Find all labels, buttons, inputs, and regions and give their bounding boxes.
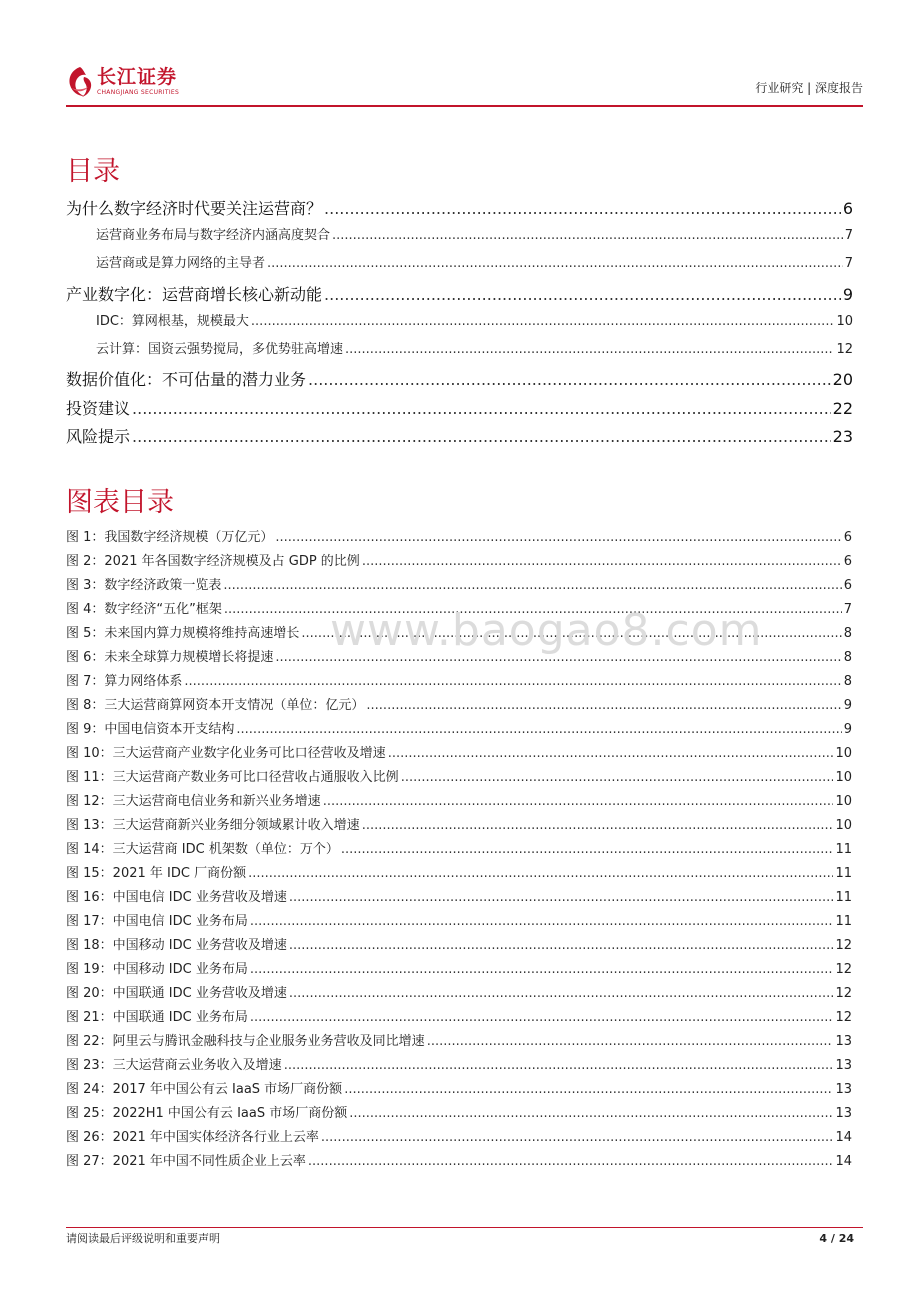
figure-entry-page: 13 xyxy=(835,1082,852,1097)
figure-entry-title: 图 7：算力网络体系 xyxy=(66,674,183,689)
figure-entry-title: 图 6：未来全球算力规模增长将提速 xyxy=(66,650,274,665)
figure-entry-page: 10 xyxy=(835,770,852,785)
footer-disclaimer: 请阅读最后评级说明和重要声明 xyxy=(66,1232,220,1245)
toc-entry-page: 12 xyxy=(836,342,853,357)
toc-entry[interactable] xyxy=(66,398,853,420)
figure-leader-dots xyxy=(223,577,841,595)
figure-leader-dots xyxy=(275,529,841,547)
toc-entry-title: 为什么数字经济时代要关注运营商？ xyxy=(66,199,323,218)
figure-entry-title: 图 2：2021 年各国数字经济规模及占 GDP 的比例 xyxy=(66,554,360,569)
figure-entry-page: 12 xyxy=(835,986,852,1001)
toc-entry-page: 7 xyxy=(844,256,853,271)
figure-entry-title: 图 21：中国联通 IDC 业务布局 xyxy=(66,1010,248,1025)
figure-entry-page: 12 xyxy=(835,1010,852,1025)
toc-entry-page: 6 xyxy=(842,199,853,218)
figure-leader-dots xyxy=(248,865,833,883)
toc-entry[interactable] xyxy=(66,426,853,448)
figure-entry[interactable] xyxy=(66,721,852,739)
toc-entry-page: 23 xyxy=(832,427,853,446)
figure-entry[interactable] xyxy=(66,793,852,811)
toc-entry-page: 20 xyxy=(832,370,853,389)
figure-entry-title: 图 4：数字经济“五化”框架 xyxy=(66,602,222,617)
figure-leader-dots xyxy=(362,817,834,835)
figure-entry-title: 图 10：三大运营商产业数字化业务可比口径营收及增速 xyxy=(66,746,386,761)
figure-entry-page: 8 xyxy=(843,650,852,665)
toc-leader-dots xyxy=(324,198,841,220)
figure-entry-title: 图 17：中国电信 IDC 业务布局 xyxy=(66,914,248,929)
figure-entry-page: 11 xyxy=(835,866,852,881)
brand-logo-icon xyxy=(66,66,94,98)
figure-entry[interactable] xyxy=(66,865,852,883)
figure-entry[interactable] xyxy=(66,1081,852,1099)
figure-leader-dots xyxy=(344,1081,833,1099)
figure-entry-page: 8 xyxy=(843,626,852,641)
figure-leader-dots xyxy=(308,1153,834,1171)
figure-entry[interactable] xyxy=(66,745,852,763)
toc-leader-dots xyxy=(308,369,831,391)
figure-entry[interactable] xyxy=(66,937,852,955)
figure-entry-title: 图 20：中国联通 IDC 业务营收及增速 xyxy=(66,986,287,1001)
figure-entry[interactable] xyxy=(66,1009,852,1027)
figure-leader-dots xyxy=(323,793,834,811)
toc-entry-title: 投资建议 xyxy=(66,399,131,418)
figure-entry-page: 6 xyxy=(843,530,852,545)
figure-leader-dots xyxy=(388,745,834,763)
figure-entry[interactable] xyxy=(66,1129,852,1147)
figure-entry-page: 13 xyxy=(835,1034,852,1049)
figure-entry-page: 13 xyxy=(835,1106,852,1121)
figure-leader-dots xyxy=(250,913,834,931)
figure-entry-title: 图 16：中国电信 IDC 业务营收及增速 xyxy=(66,890,287,905)
figure-entry-page: 12 xyxy=(835,962,852,977)
figure-leader-dots xyxy=(289,985,834,1003)
figure-entry-page: 11 xyxy=(835,842,852,857)
figure-leader-dots xyxy=(250,1009,834,1027)
brand-logo xyxy=(66,64,206,102)
toc-entry-title: 云计算：国资云强势搅局，多优势驻高增速 xyxy=(96,342,344,357)
figure-entry-title: 图 22：阿里云与腾讯金融科技与企业服务业务营收及同比增速 xyxy=(66,1034,425,1049)
toc-leader-dots xyxy=(267,255,843,273)
figure-entry-page: 9 xyxy=(843,722,852,737)
figure-entry-title: 图 8：三大运营商算网资本开支情况（单位：亿元） xyxy=(66,698,365,713)
page-number: 4 / 24 xyxy=(819,1232,854,1245)
figure-leader-dots xyxy=(349,1105,833,1123)
figure-leader-dots xyxy=(236,721,841,739)
toc-entry-title: IDC：算网根基，规模最大 xyxy=(96,314,249,329)
toc-entry[interactable] xyxy=(66,198,853,220)
toc-entry-title: 运营商业务布局与数字经济内涵高度契合 xyxy=(96,228,331,243)
toc-entry[interactable] xyxy=(66,369,853,391)
figure-leader-dots xyxy=(366,697,841,715)
figure-entry-page: 10 xyxy=(835,794,852,809)
toc-entry[interactable] xyxy=(96,313,853,331)
brand-name-cn: 长江证券 xyxy=(97,66,178,88)
figure-entry-page: 13 xyxy=(835,1058,852,1073)
figure-entry-page: 11 xyxy=(835,890,852,905)
toc-entry-title: 产业数字化：运营商增长核心新动能 xyxy=(66,285,323,304)
figure-entry-title: 图 19：中国移动 IDC 业务布局 xyxy=(66,962,248,977)
figures-title: 图表目录 xyxy=(66,487,174,518)
toc-title: 目录 xyxy=(66,156,120,187)
figure-entry-page: 9 xyxy=(843,698,852,713)
figure-entry-title: 图 23：三大运营商云业务收入及增速 xyxy=(66,1058,282,1073)
figure-entry-page: 6 xyxy=(843,578,852,593)
figure-entry-title: 图 25：2022H1 中国公有云 IaaS 市场厂商份额 xyxy=(66,1106,348,1121)
figure-entry[interactable] xyxy=(66,817,852,835)
figure-entry-title: 图 9：中国电信资本开支结构 xyxy=(66,722,235,737)
toc-entry[interactable] xyxy=(96,255,853,273)
figure-leader-dots xyxy=(362,553,842,571)
figure-entry[interactable] xyxy=(66,889,852,907)
figure-entry[interactable] xyxy=(66,577,852,595)
figure-leader-dots xyxy=(289,937,834,955)
figure-leader-dots xyxy=(401,769,834,787)
figure-entry-title: 图 12：三大运营商电信业务和新兴业务增速 xyxy=(66,794,321,809)
footer-divider xyxy=(66,1227,863,1228)
figure-entry-page: 6 xyxy=(843,554,852,569)
figure-leader-dots xyxy=(427,1033,834,1051)
figure-entry-title: 图 13：三大运营商新兴业务细分领域累计收入增速 xyxy=(66,818,360,833)
figure-entry-page: 10 xyxy=(835,746,852,761)
figure-entry[interactable] xyxy=(66,985,852,1003)
toc-entry-page: 7 xyxy=(844,228,853,243)
figure-entry-title: 图 18：中国移动 IDC 业务营收及增速 xyxy=(66,938,287,953)
toc-entry-page: 10 xyxy=(836,314,853,329)
toc-leader-dots xyxy=(132,398,831,420)
figure-leader-dots xyxy=(289,889,834,907)
figure-entry-title: 图 3：数字经济政策一览表 xyxy=(66,578,222,593)
toc-entry-title: 数据价值化：不可估量的潜力业务 xyxy=(66,370,307,389)
figure-entry-page: 12 xyxy=(835,938,852,953)
toc-leader-dots xyxy=(132,426,831,448)
figure-entry-title: 图 24：2017 年中国公有云 IaaS 市场厂商份额 xyxy=(66,1082,343,1097)
toc-entry-page: 9 xyxy=(842,285,853,304)
figure-entry-title: 图 11：三大运营商产数业务可比口径营收占通服收入比例 xyxy=(66,770,399,785)
toc-leader-dots xyxy=(345,341,834,359)
figure-entry-title: 图 15：2021 年 IDC 厂商份额 xyxy=(66,866,247,881)
report-category: 行业研究 | 深度报告 xyxy=(755,81,863,95)
figure-entry[interactable] xyxy=(66,697,852,715)
figure-entry[interactable] xyxy=(66,1153,852,1171)
figure-entry-title: 图 5：未来国内算力规模将维持高速增长 xyxy=(66,626,300,641)
figure-entry[interactable] xyxy=(66,1105,852,1123)
watermark: www.baogao8.com xyxy=(330,605,763,656)
figure-entry-page: 10 xyxy=(835,818,852,833)
figure-entry[interactable] xyxy=(66,1057,852,1075)
figure-entry-page: 7 xyxy=(843,602,852,617)
toc-entry-title: 风险提示 xyxy=(66,427,131,446)
figure-entry-page: 8 xyxy=(843,674,852,689)
figure-leader-dots xyxy=(341,841,834,859)
figure-entry[interactable] xyxy=(66,769,852,787)
page-header xyxy=(66,64,863,106)
figure-leader-dots xyxy=(321,1129,834,1147)
figure-entry-title: 图 27：2021 年中国不同性质企业上云率 xyxy=(66,1154,306,1169)
toc-leader-dots xyxy=(332,227,843,245)
toc-leader-dots xyxy=(251,313,835,331)
figure-entry[interactable] xyxy=(66,913,852,931)
figure-leader-dots xyxy=(184,673,841,691)
figure-entry[interactable] xyxy=(66,1033,852,1051)
figure-entry[interactable] xyxy=(66,961,852,979)
figure-entry[interactable] xyxy=(66,553,852,571)
figure-entry[interactable] xyxy=(66,673,852,691)
toc-entry-page: 22 xyxy=(832,399,853,418)
figure-leader-dots xyxy=(250,961,834,979)
figure-entry-page: 14 xyxy=(835,1130,852,1145)
figure-entry-title: 图 14：三大运营商 IDC 机架数（单位：万个） xyxy=(66,842,339,857)
figure-entry-title: 图 1：我国数字经济规模（万亿元） xyxy=(66,530,274,545)
figure-leader-dots xyxy=(284,1057,834,1075)
brand-name-en: CHANGJIANG SECURITIES xyxy=(97,89,180,96)
toc-entry-title: 运营商或是算力网络的主导者 xyxy=(96,256,266,271)
figure-entry[interactable] xyxy=(66,529,852,547)
figure-entry-page: 14 xyxy=(835,1154,852,1169)
toc-entry[interactable] xyxy=(96,227,853,245)
figure-entry[interactable] xyxy=(66,841,852,859)
toc-leader-dots xyxy=(324,284,841,306)
figure-entry-title: 图 26：2021 年中国实体经济各行业上云率 xyxy=(66,1130,319,1145)
figure-entry-page: 11 xyxy=(835,914,852,929)
toc-entry[interactable] xyxy=(96,341,853,359)
header-divider xyxy=(66,105,863,107)
toc-entry[interactable] xyxy=(66,284,853,306)
